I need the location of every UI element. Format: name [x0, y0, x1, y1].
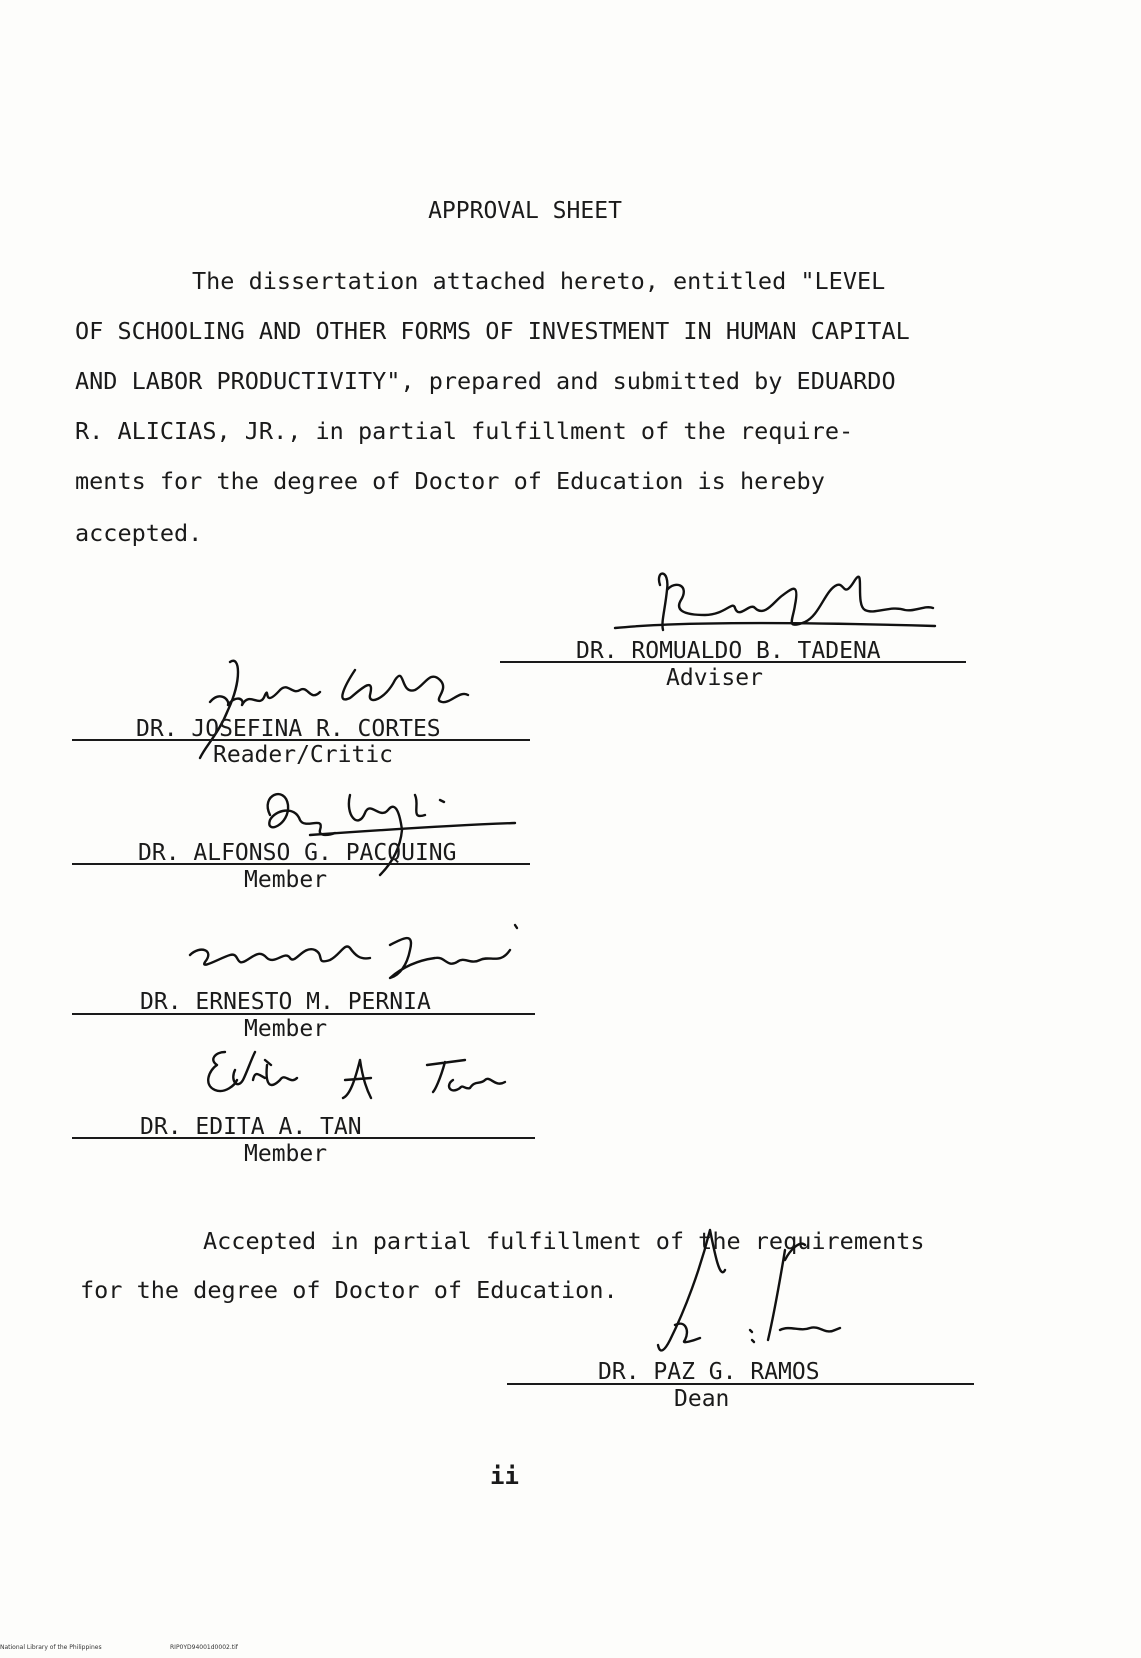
reader-name: DR. JOSEFINA R. CORTES — [136, 716, 441, 742]
member3-name: DR. EDITA A. TAN — [140, 1114, 362, 1140]
member3-signature — [195, 1040, 525, 1110]
body-line-3: AND LABOR PRODUCTIVITY", prepared and submitted by EDUARDO — [75, 367, 896, 395]
reader-role: Reader/Critic — [213, 742, 394, 768]
page-number: ii — [490, 1462, 519, 1490]
member2-signature — [175, 920, 535, 990]
body-line-4: R. ALICIAS, JR., in partial fulfillment of the require- — [75, 417, 854, 445]
member2-role: Member — [244, 1016, 328, 1042]
dean-role: Dean — [674, 1386, 730, 1412]
member2-name: DR. ERNESTO M. PERNIA — [140, 989, 431, 1015]
page-title: APPROVAL SHEET — [428, 198, 622, 224]
adviser-role: Adviser — [666, 665, 763, 691]
adviser-signature — [615, 560, 945, 640]
dean-name: DR. PAZ G. RAMOS — [598, 1359, 820, 1385]
member1-role: Member — [244, 867, 328, 893]
body-line-2: OF SCHOOLING AND OTHER FORMS OF INVESTMENT IN HUMAN CAPITAL — [75, 317, 910, 345]
acceptance-line-1: Accepted in partial fulfillment of the requirements — [203, 1227, 925, 1255]
member3-role: Member — [244, 1141, 328, 1167]
adviser-name: DR. ROMUALDO B. TADENA — [576, 638, 881, 664]
body-line-1: The dissertation attached hereto, entitled "LEVEL — [192, 267, 886, 295]
body-line-6: accepted. — [75, 519, 203, 547]
library-footer: National Library of the Philippines — [0, 1644, 102, 1651]
dean-signature — [640, 1230, 860, 1370]
member1-name: DR. ALFONSO G. PACQUING — [138, 840, 457, 866]
body-line-5: ments for the degree of Doctor of Education is hereby — [75, 467, 825, 495]
file-code-footer: RIP0YD94001d0002.tif — [170, 1644, 238, 1651]
acceptance-line-2: for the degree of Doctor of Education. — [80, 1276, 618, 1304]
